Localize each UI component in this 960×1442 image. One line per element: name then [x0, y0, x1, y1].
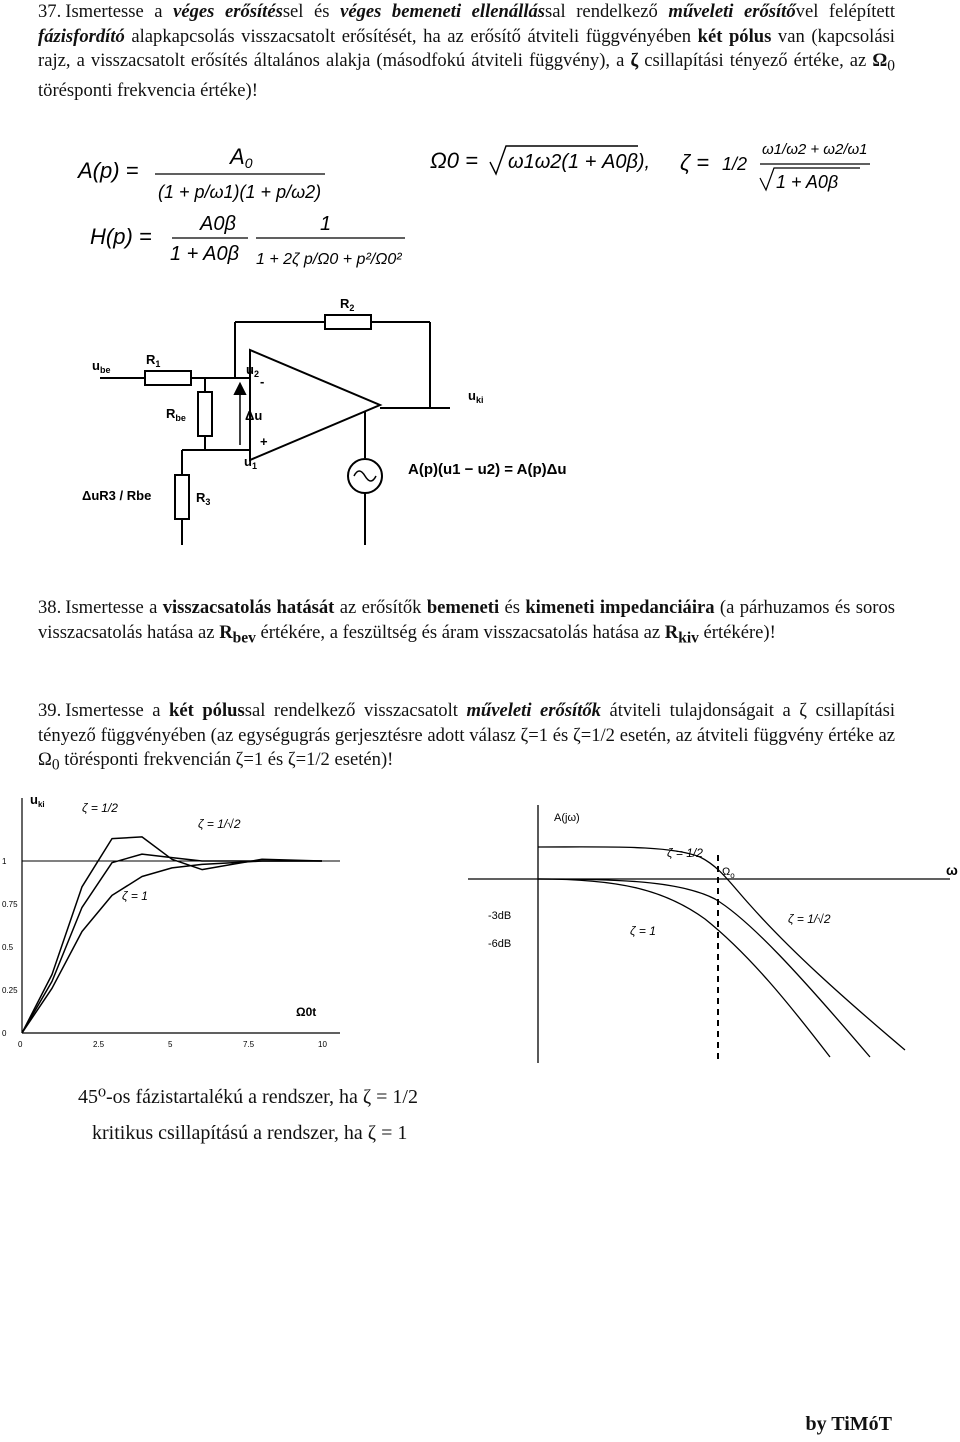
question-39: 39. Ismertesse a két pólussal rendelkező visszacsatolt műveleti erősítők átviteli tulajdonságait a ζ csillapítási tényező függvényében (az egységugrás gerjesztésre adott válasz ζ=1 és ζ=1/2 esetén, az átviteli függvény értéke az $\Omega_0$ törésponti frekvencián ζ=1 és ζ=1/2 esetén)!: [38, 700, 895, 774]
formula-H-num2: 1: [320, 213, 332, 235]
step-label-one: ζ = 1: [122, 889, 148, 903]
label-u1: $u_1$: [244, 454, 257, 471]
label-R1: $R_1$: [146, 352, 161, 369]
question-38: 38. Ismertesse a visszacsatolás hatását az erősítők bemeneti és kimeneti impedanciáira (a párhuzamos és soros visszacsatolás hatása az $R_{bev}$ értékére, a feszültség és áram visszacsatolás hatása az $R_{kiv}$ értékére)!: [38, 597, 895, 647]
formula-H-den2: 1 + 2ζ p/Ω0 + p²/Ω0²: [256, 251, 402, 268]
bode-curve-one: [538, 879, 830, 1057]
step-xtick: 0: [18, 1040, 23, 1049]
label-delta-u: Δu: [245, 408, 263, 423]
step-label-half: ζ = 1/2: [82, 801, 118, 815]
bode-omega0-label: $\Omega_o$: [722, 866, 735, 880]
formula-omega-rhs: ω1ω2(1 + A0β),: [508, 151, 651, 173]
formula-zeta-lhs: ζ =: [680, 150, 710, 175]
label-Rbe: $R_{be}$: [166, 406, 186, 423]
label-u-ki: $u_{ki}$: [468, 388, 484, 405]
arrow-head-icon: [235, 384, 245, 394]
step-ytick: 0: [2, 1029, 7, 1038]
label-R2: $R_2$: [340, 296, 355, 313]
inverting-amplifier-schematic: [70, 290, 590, 550]
label-R3: $R_3$: [196, 490, 211, 507]
formula-H-num: A0β: [200, 213, 236, 235]
step-xtick: 5: [168, 1040, 173, 1049]
step-series-3: [22, 861, 322, 1033]
resistor-R3: [175, 475, 189, 519]
step-ylabel: $u_{ki}$: [30, 792, 45, 809]
bode-label-sqrt: ζ = 1/√2: [788, 912, 831, 926]
step-xtick: 10: [318, 1040, 327, 1049]
step-ytick: 0.5: [2, 943, 14, 952]
step-series-2: [22, 854, 322, 1033]
bode-label-half: ζ = 1/2: [667, 846, 703, 860]
bode-m3db-label: -3dB: [488, 910, 512, 922]
question-37: 37. Ismertesse a véges erősítéssel és véges bemeneti ellenállással rendelkező műveleti erősítővel felépített fázisfordító alapkapcsolás visszacsatolt erősítését, ha az erősítő átviteli függvényében két pólus van (kapcsolási rajz, a visszacsatolt erősítés általános alakja (másodfokú átviteli függvény), a ζ csillapítási tényező értéke, az $\Omega_0$ törésponti frekvencia értéke)!: [38, 1, 896, 102]
step-series-1: [22, 837, 322, 1033]
formula-omega-lhs: Ω0 =: [430, 148, 478, 173]
step-ytick: 0.75: [2, 900, 18, 909]
formula-block: [70, 140, 890, 290]
resistor-R1: [145, 371, 191, 385]
label-minus: -: [260, 374, 265, 389]
label-u2: $u_2$: [246, 362, 259, 379]
question-number: 38.: [38, 597, 62, 618]
step-xtick: 2.5: [93, 1040, 105, 1049]
label-gain-equation: A(p)(u1 − u2) = A(p)Δu: [408, 461, 567, 478]
bode-label-one: ζ = 1: [630, 924, 656, 938]
formula-A-num: A0: [230, 144, 253, 171]
bode-ylabel: A(jω): [554, 812, 580, 824]
step-label-sqrt: ζ = 1/√2: [198, 817, 241, 831]
bode-magnitude-chart: [460, 795, 960, 1065]
formula-zeta-den: 1 + A0β: [776, 172, 839, 192]
label-plus: +: [260, 434, 268, 449]
step-ytick: 1: [2, 857, 7, 866]
step-xtick: 7.5: [243, 1040, 255, 1049]
label-u-be: $u_{be}$: [92, 358, 111, 375]
bode-curve-sqrt: [538, 879, 870, 1057]
note-critical-damping: kritikus csillapítású a rendszer, ha ζ = 1: [92, 1122, 408, 1144]
note-phase-margin: 45⁰-os fázistartalékú a rendszer, ha ζ = 1/2: [78, 1086, 418, 1108]
resistor-R2: [325, 315, 371, 329]
question-number: 37.: [38, 1, 62, 22]
label-delta-u-r3: ΔuR3 / Rbe: [82, 488, 152, 503]
bode-m6db-label: -6dB: [488, 938, 512, 950]
bode-xlabel: ω: [946, 862, 958, 878]
formula-H-den: 1 + A0β: [170, 243, 240, 265]
question-number: 39.: [38, 700, 62, 721]
footer-author: by TiMóT: [805, 1413, 892, 1435]
formula-zeta-num: ω1/ω2 + ω2/ω1: [762, 141, 868, 158]
formula-zeta-half: 1/2: [722, 154, 748, 174]
resistor-Rbe: [198, 392, 212, 436]
step-ytick: 0.25: [2, 986, 18, 995]
op-amp-triangle: [250, 350, 380, 460]
formula-A-den: (1 + p/ω1)(1 + p/ω2): [158, 182, 322, 202]
formula-A-lhs: A(p) =: [78, 158, 139, 183]
formula-H-lhs: H(p) =: [90, 224, 152, 249]
step-xlabel: Ω0t: [296, 1005, 317, 1019]
step-response-chart: [0, 788, 350, 1050]
